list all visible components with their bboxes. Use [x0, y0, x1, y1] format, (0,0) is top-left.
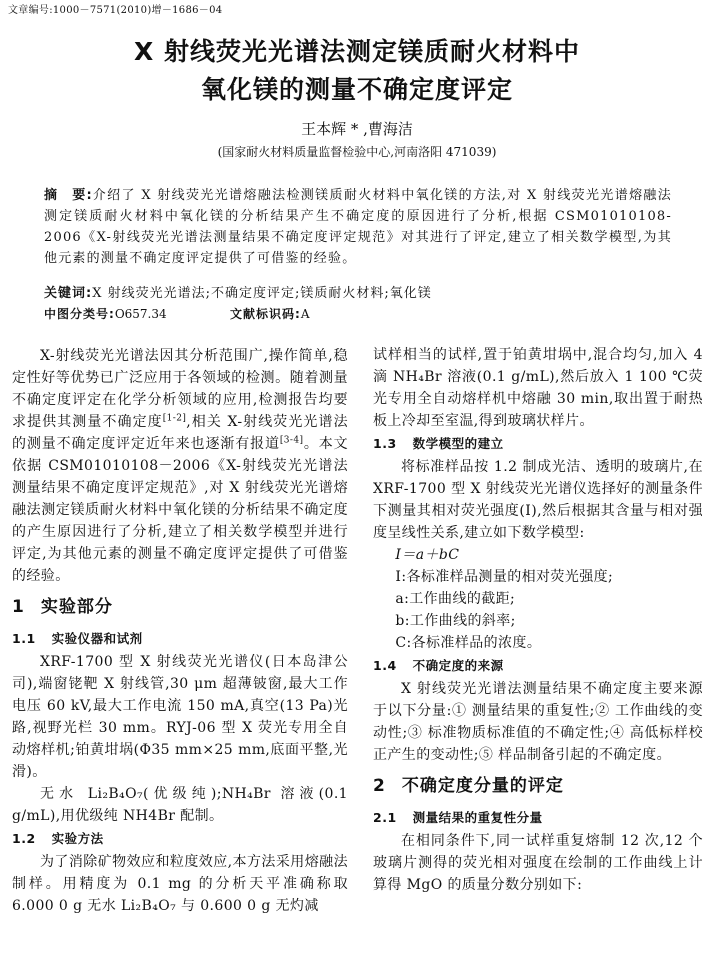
section-1-4-heading: 1.4 不确定度的来源: [373, 658, 504, 673]
citation-3-4: [3-4]: [279, 435, 304, 446]
section-2-1-heading: 2.1 测量结果的重复性分量: [373, 810, 543, 825]
definition-a: a:工作曲线的截距;: [395, 591, 516, 607]
abstract: [44, 185, 672, 269]
clc-label: 中图分类号:: [44, 307, 115, 321]
section-1-1-paragraph-a: XRF-1700 型 X 射线荧光光谱仪(日本岛津公司),端窗铑靶 X 射线管,30 μm 超薄铍窗,最大工作电压 60 kV,最大工作电流 150 mA,真空(13 Pa)光路,视野光栏 30 mm。RYJ-06 型 X 荧光专用全自动熔样机;铂黄坩埚(Φ35 mm×25 mm,底面平整,光滑)。: [12, 654, 348, 780]
paper-title: [0, 33, 714, 109]
doc-code-label: 文献标识码:: [230, 307, 301, 321]
authors: 王本辉 * ,曹海洁: [301, 120, 413, 138]
section-2-heading: 2 不确定度分量的评定: [373, 776, 564, 796]
article-id: 文章编号:1000－7571(2010)增－1686－04: [8, 5, 223, 16]
abstract-label: 摘 要:: [44, 188, 93, 203]
doc-code-value: A: [300, 307, 310, 321]
left-column: [12, 345, 348, 917]
classification-line: [44, 305, 672, 323]
section-2-1-paragraph: 在相同条件下,同一试样重复熔制 12 次,12 个玻璃片测得的荧光相对强度在绘制的工作曲线上计算得 MgO 的质量分数分别如下:: [373, 833, 703, 893]
abstract-text: 介绍了 X 射线荧光光谱熔融法检测镁质耐火材料中氧化镁的方法,对 X 射线荧光光谱熔融法测定镁质耐火材料中氧化镁的分析结果产生不确定度的原因进行了分析,根据 CSM01010108-2006《X-射线荧光光谱法测量结果不确定度评定规范》对其进行了评定,建立了相关数学模型,为其他元素的测量不确定度评定提供了可借鉴的经验。: [44, 188, 672, 266]
section-1-3-paragraph: 将标准样品按 1.2 制成光洁、透明的玻璃片,在 XRF-1700 型 X 射线荧光光谱仪选择好的测量条件下测量其相对荧光强度(I),然后根据其含量与相对强度呈线性关系,建立如下数学模型:: [373, 459, 703, 541]
section-1-2-paragraph-continued: 试样相当的试样,置于铂黄坩埚中,混合均匀,加入 4 滴 NH₄Br 溶液(0.1 g/mL),然后放入 1 100 ℃荧光专用全自动熔样机中熔融 30 min,取出置于耐热板上冷却至室温,得到玻璃状样片。: [373, 347, 703, 429]
affiliation: (国家耐火材料质量监督检验中心,河南洛阳 471039): [217, 145, 497, 159]
section-1-4-paragraph: X 射线荧光光谱法测量结果不确定度主要来源于以下分量:① 测量结果的重复性;② 工作曲线的变动性;③ 标准物质标准值的不确定性;④ 高低标样校正产生的变动性;⑤ 样品制备引起的不确定度。: [373, 681, 703, 763]
definition-i: I:各标准样品测量的相对荧光强度;: [395, 569, 614, 585]
clc-value: O657.34: [114, 307, 167, 321]
citation-1-2: [1-2]: [162, 413, 187, 424]
keywords: [44, 284, 672, 304]
title-line-1: X 射线荧光光谱法测定镁质耐火材料中: [134, 37, 580, 66]
model-formula: I＝a＋bC: [395, 547, 460, 563]
definition-b: b:工作曲线的斜率;: [395, 613, 516, 629]
keywords-label: 关键词:: [44, 286, 93, 301]
section-1-2-heading: 1.2 实验方法: [12, 831, 104, 846]
section-1-3-heading: 1.3 数学模型的建立: [373, 436, 504, 451]
section-1-heading: 1 实验部分: [12, 597, 113, 617]
title-line-2: 氧化镁的测量不确定度评定: [200, 75, 513, 104]
section-1-1-heading: 1.1 实验仪器和试剂: [12, 631, 143, 646]
right-column: [373, 344, 703, 896]
definition-c: C:各标准样品的浓度。: [395, 635, 542, 651]
section-1-2-paragraph: 为了消除矿物效应和粒度效应,本方法采用熔融法制样。用精度为 0.1 mg 的分析天平准确称取 6.000 0 g 无水 Li₂B₄O₇ 与 0.600 0 g 无灼减: [12, 854, 348, 914]
section-1-1-paragraph-b: 无水 Li₂B₄O₇(优级纯);NH₄Br 溶液(0.1 g/mL),用优级纯 NH4Br 配制。: [12, 786, 348, 824]
intro-paragraph: X-射线荧光光谱法因其分析范围广,操作简单,稳定性好等优势已广泛应用于各领域的检测。随着测量不确定度评定在化学分析领域的应用,检测报告均要求提供其测量不确定度[1-2],相关 X-射线荧光光谱法的测量不确定度评定近年来也逐渐有报道[3-4]。本文依据 CSM01010108－2006《X-射线荧光光谱法测量结果不确定度评定规范》,对 X 射线荧光光谱熔融法测定镁质耐火材料中氧化镁的分析结果不确定度的产生原因进行了分析,建立了相关数学模型并进行评定,为其他元素的测量不确定度评定提供了可借鉴的经验。: [12, 348, 348, 584]
keywords-text: X 射线荧光光谱法;不确定度评定;镁质耐火材料;氧化镁: [92, 286, 432, 301]
